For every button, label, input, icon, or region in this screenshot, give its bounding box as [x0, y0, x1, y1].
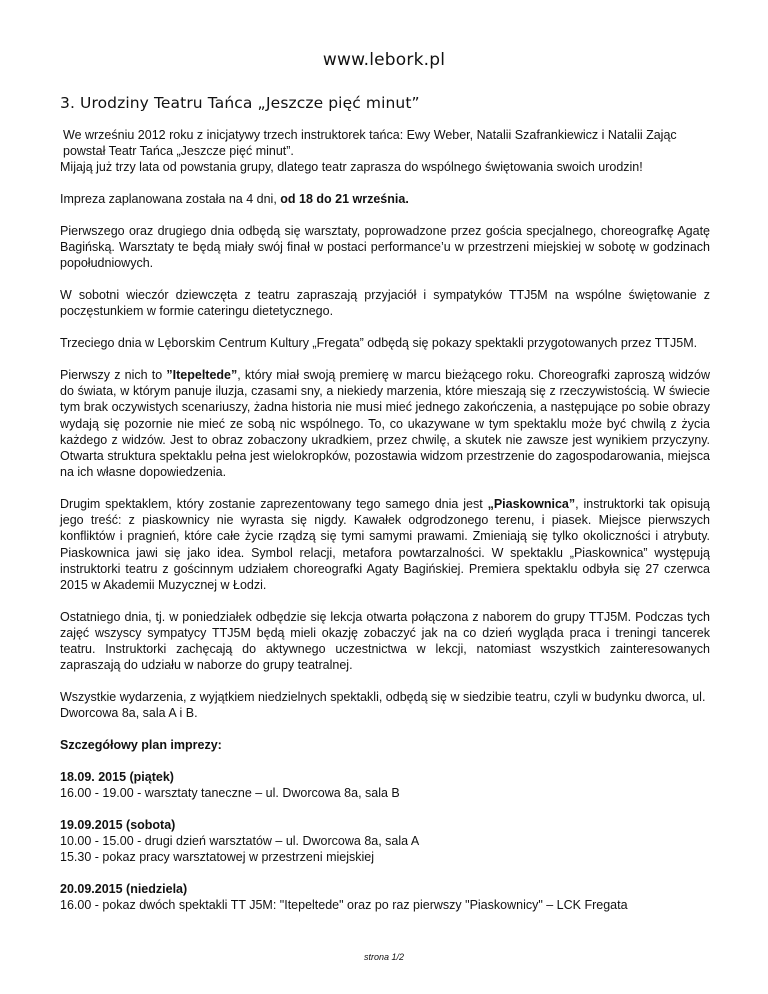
schedule-day-3 — [60, 881, 710, 913]
itepeltede-paragraph — [60, 367, 710, 480]
schedule-day-2 — [60, 817, 710, 866]
intro-paragraph — [60, 127, 710, 176]
piaskownica-text-b: , instruktorki tak opisują jego treść: z piaskownicy nie wyrasta się nigdy. Kawałek odgrodzonego terenu, i piasek. Miejsce pierwszych konfliktów i pragnień, które całe życie rządzą się tymi samymi prawami. Zmieniają się tylko okoliczności i atrybuty. Piaskownica jawi się jako idea. Symbol relacji, metafora powtarzalności. W spektaklu „Piaskownica” występują instruktorki teatru z gościnnym udziałem choreografki Agaty Bagińskiej. Premiera spektaklu odbyła się 27 czerwca 2015 w Akademii Muzycznej w Łodzi. — [60, 497, 710, 593]
schedule-day-2-item-1: 10.00 - 15.00 - drugi dzień warsztatów – ul. Dworcowa 8a, sala A — [60, 834, 420, 849]
schedule-day-3-date: 20.09.2015 (niedziela) — [60, 882, 188, 897]
itepeltede-text-a: Pierwszy z nich to — [60, 368, 167, 382]
schedule-heading-text: Szczegółowy plan imprezy: — [60, 738, 222, 753]
schedule-day-3-item-1: 16.00 - pokaz dwóch spektakli TT J5M: "Itepeltede" oraz po raz pierwszy "Piaskownicy" – LCK Fregata — [60, 898, 628, 913]
venue-paragraph: Wszystkie wydarzenia, z wyjątkiem niedzielnych spektakli, odbędą się w siedzibie teatru, czyli w budynku dworca, ul. Dworcowa 8a, sala A i B. — [60, 690, 706, 721]
itepeltede-title: ”Itepeltede” — [166, 368, 238, 382]
piaskownica-paragraph — [60, 496, 710, 593]
site-url: www.lebork.pl — [322, 50, 446, 70]
schedule-heading — [60, 737, 710, 753]
saturday-paragraph: W sobotni wieczór dziewczęta z teatru zapraszają przyjaciół i sympatyków TTJ5M na wspólne świętowanie z poczęstunkiem w formie cateringu dietetycznego. — [60, 288, 710, 319]
itepeltede-text-b: , który miał swoją premierę w marcu bieżącego roku. Choreografki zaproszą widzów do świata, w którym panuje iluzja, czasami sny, a niekiedy marzenia, które mieszają się z rzeczywistością. W świecie tym brak oczywistych scenariuszy, żadna historia nie musi mieć jednego zakończenia, a następujące po sobie obrazy wydają się pozornie nie mieć ze sobą nic wspólnego. To, co ukazywane w tym spektaklu może być chwilą z życia każdego z widzów. Jest to obraz zobaczony ukradkiem, przez chwilę, a skutek nie zawsze jest wynikiem przyczyny. Otwarta struktura spektaklu pełna jest wielokropków, pozostawia widzom przestrzenie do zagospodarowania, miejsca na ich własne dopowiedzenia. — [60, 368, 710, 480]
workshops-paragraph: Pierwszego oraz drugiego dnia odbędą się warsztaty, poprowadzone przez gościa specjalnego, choreografkę Agatę Bagińską. Warsztaty te będą miały swój finał w postaci performance’u w przestrzeni miejskiej w sobotę w godzinach popołudniowych. — [60, 224, 710, 271]
third-day-paragraph: Trzeciego dnia w Lęborskim Centrum Kultury „Fregata” odbędą się pokazy spektakli przygotowanych przez TTJ5M. — [60, 336, 698, 351]
schedule-day-1-item-1: 16.00 - 19.00 - warsztaty taneczne – ul. Dworcowa 8a, sala B — [60, 786, 400, 801]
intro-line-1: We wrześniu 2012 roku z inicjatywy trzech instruktorek tańca: Ewy Weber, Natalii Szafrankiewicz i Natalii Zając powstał Teatr Tańca „Jeszcze pięć minut”. — [63, 128, 677, 159]
dates-paragraph — [60, 191, 710, 207]
schedule-day-1-date: 18.09. 2015 (piątek) — [60, 770, 174, 785]
schedule-day-2-item-2: 15.30 - pokaz pracy warsztatowej w przestrzeni miejskiej — [60, 850, 375, 865]
last-day-paragraph: Ostatniego dnia, tj. w poniedziałek odbędzie się lekcja otwarta połączona z naborem do grupy TTJ5M. Podczas tych zajęć wszyscy sympatycy TTJ5M będą mieli okazję zobaczyć jak na co dzień wygląda praca i treningi tancerek teatru. Instruktorki zachęcają do aktywnego uczestnictwa w lekcji, natomiast wszystkich zainteresowanych zapraszają do udziału w naborze do grupy teatralnej. — [60, 609, 710, 673]
intro-line-2: Mijają już trzy lata od powstania grupy, dlatego teatr zaprasza do wspólnego świętowania swoich urodzin! — [60, 160, 643, 175]
piaskownica-text-a: Drugim spektaklem, który zostanie zaprezentowany tego samego dnia jest — [60, 497, 488, 512]
piaskownica-title: „Piaskownica” — [487, 497, 576, 512]
article-title: 3. Urodziny Teatru Tańca „Jeszcze pięć minut” — [60, 94, 420, 112]
article-body — [60, 127, 710, 929]
dates-bold: od 18 do 21 września. — [280, 192, 409, 207]
schedule-day-1 — [60, 769, 710, 801]
page-number: strona 1/2 — [363, 952, 405, 962]
schedule-day-2-date: 19.09.2015 (sobota) — [60, 818, 176, 833]
dates-text: Impreza zaplanowana została na 4 dni, — [60, 192, 281, 207]
